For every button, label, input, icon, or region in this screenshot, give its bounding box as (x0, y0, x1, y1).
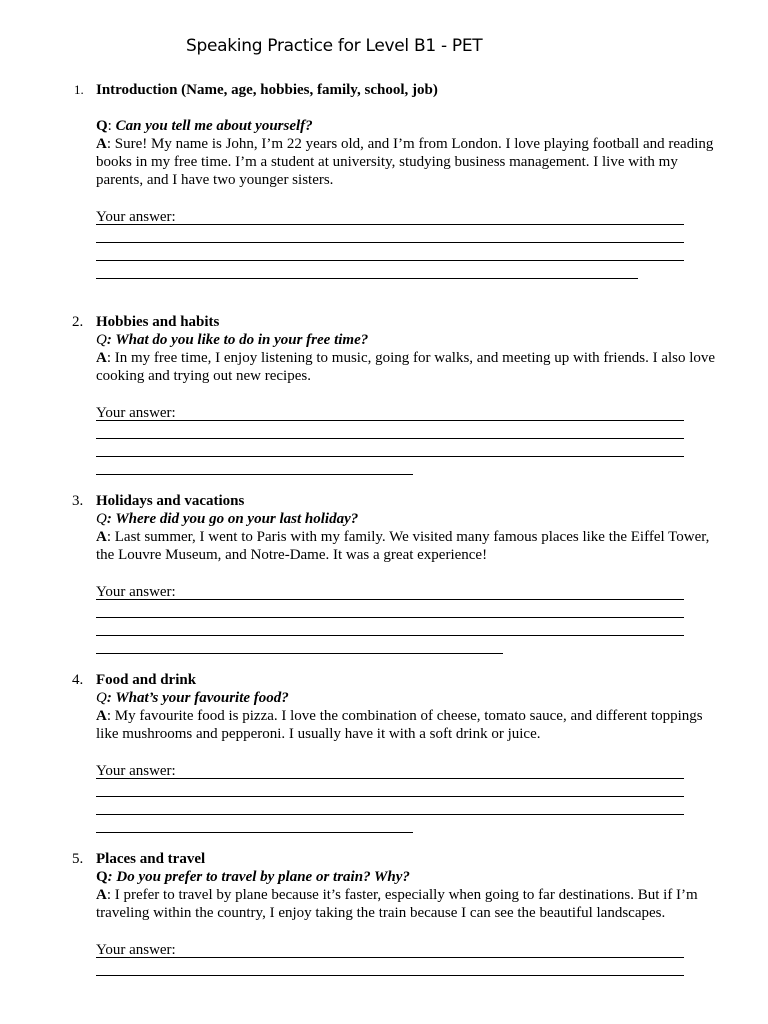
answer-lines (96, 582, 684, 654)
answer-lines (96, 940, 684, 976)
question-label: Q (96, 869, 108, 885)
section-content (96, 81, 726, 279)
answer-line[interactable] (96, 618, 684, 636)
answer-label: A (96, 887, 107, 903)
section-heading: Food and drink (96, 672, 197, 688)
answer-line[interactable] (96, 261, 638, 279)
answer-line[interactable] (96, 940, 684, 958)
answer-line[interactable] (96, 797, 684, 815)
question-text: : What do you like to do in your free time? (106, 332, 369, 348)
your-answer-label: Your answer: (96, 763, 176, 779)
answer-line[interactable] (96, 582, 684, 600)
answer-text: : In my free time, I enjoy listening to music, going for walks, and meeting up with friends. I also love cooking and trying out new recipes. (96, 350, 716, 384)
page-title: Speaking Practice for Level B1 - PET (186, 36, 483, 56)
answer-line[interactable] (96, 779, 684, 797)
question-line (96, 689, 726, 707)
answer-paragraph (96, 886, 726, 922)
answer-line[interactable] (96, 815, 413, 833)
answer-paragraph (96, 528, 726, 564)
question-text: : What’s your favourite food? (106, 690, 289, 706)
question-line (96, 510, 726, 528)
section-number: 3. (72, 493, 84, 509)
answer-line[interactable] (96, 403, 684, 421)
answer-text: : I prefer to travel by plane because it’s faster, especially when going to far destinations. But if I’m traveling within the country, I enjoy taking the train because I can see the beautiful landscapes. (96, 887, 698, 921)
question-label: Q (96, 690, 107, 706)
question-label: Q (96, 332, 107, 348)
section-heading: Holidays and vacations (96, 493, 245, 509)
your-answer-label: Your answer: (96, 405, 176, 421)
section-number: 4. (72, 672, 84, 688)
section-number: 5. (72, 851, 84, 867)
question-line (96, 331, 726, 349)
answer-label: A (96, 529, 107, 545)
answer-line[interactable] (96, 457, 413, 475)
answer-line[interactable] (96, 761, 684, 779)
section-heading: Hobbies and habits (96, 314, 220, 330)
section-heading: Introduction (Name, age, hobbies, family, school, job) (96, 82, 438, 98)
answer-label: A (96, 350, 107, 366)
answer-line[interactable] (96, 439, 684, 457)
answer-line[interactable] (96, 421, 684, 439)
answer-lines (96, 207, 684, 279)
section-content (96, 492, 726, 654)
question-label: Q (96, 118, 108, 134)
answer-line[interactable] (96, 600, 684, 618)
question-label: Q (96, 511, 107, 527)
answer-paragraph (96, 707, 726, 743)
answer-text: : Last summer, I went to Paris with my family. We visited many famous places like the Eiffel Tower, the Louvre Museum, and Notre-Dame. It was a great experience! (96, 529, 710, 563)
answer-label: A (96, 708, 107, 724)
your-answer-label: Your answer: (96, 942, 176, 958)
answer-text: : Sure! My name is John, I’m 22 years old, and I’m from London. I love playing football and reading books in my free time. I’m a student at university, studying business management. I live with my parents, and I have two younger sisters. (96, 136, 714, 188)
question-line: Q: Can you tell me about yourself? (96, 118, 313, 134)
answer-lines (96, 761, 684, 833)
question-line (96, 868, 726, 886)
answer-text: : My favourite food is pizza. I love the combination of cheese, tomato sauce, and different toppings like mushrooms and pepperoni. I usually have it with a soft drink or juice. (96, 708, 703, 742)
answer-line[interactable] (96, 958, 684, 976)
answer-paragraph (96, 349, 726, 385)
answer-line[interactable] (96, 207, 684, 225)
your-answer-label: Your answer: (96, 584, 176, 600)
question-text: : Do you prefer to travel by plane or train? Why? (107, 869, 410, 885)
question-text: Can you tell me about yourself? (115, 118, 313, 134)
section-heading: Places and travel (96, 851, 206, 867)
section-number: 2. (72, 314, 84, 330)
section-number: 1. (74, 82, 84, 97)
section-content (96, 671, 726, 833)
answer-label: A (96, 136, 107, 152)
answer-line[interactable] (96, 243, 684, 261)
section-content (96, 313, 726, 475)
answer-lines (96, 403, 684, 475)
question-text: : Where did you go on your last holiday? (106, 511, 359, 527)
answer-line[interactable] (96, 225, 684, 243)
your-answer-label: Your answer: (96, 209, 176, 225)
answer-paragraph (96, 135, 726, 189)
section-content (96, 850, 726, 976)
answer-line[interactable] (96, 636, 503, 654)
